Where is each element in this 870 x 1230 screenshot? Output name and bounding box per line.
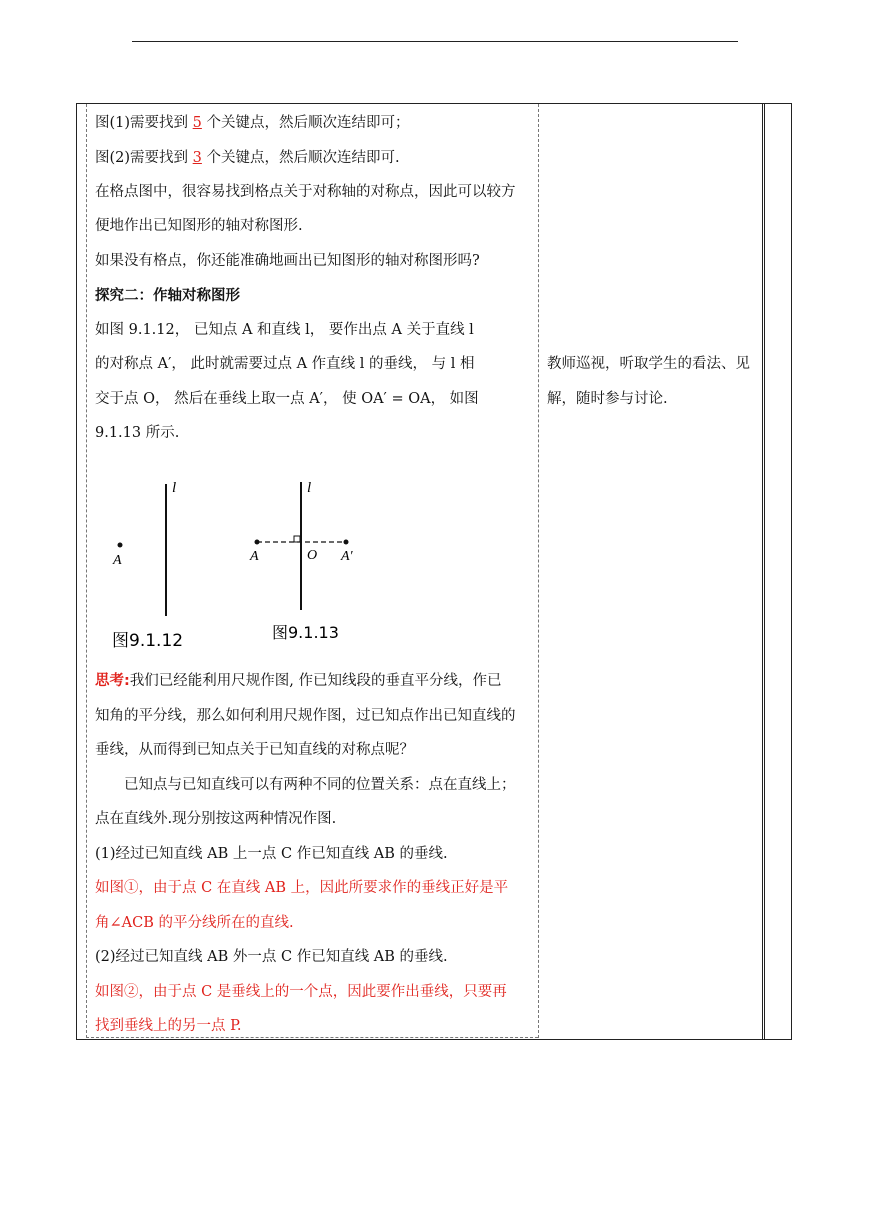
key-points-line-1: 图(1)需要找到 5 个关键点，然后顺次连结即可； xyxy=(95,115,410,131)
fig2-point-a xyxy=(255,540,260,545)
grid-paragraph-line-2: 便地作出已知图形的轴对称图形. xyxy=(95,218,303,234)
fig2-line-label: l xyxy=(307,480,312,496)
fig2-label-o: O xyxy=(307,548,318,563)
case-2-answer-line-2: 找到垂线上的另一点 P. xyxy=(95,1018,242,1034)
fig1-line-label: l xyxy=(172,480,177,496)
case-2-answer-line-1: 如图②，由于点 C 是垂线上的一个点，因此要作出垂线，只要再 xyxy=(95,984,507,1000)
column-divider xyxy=(538,104,539,1038)
column-divider-right xyxy=(762,104,763,1039)
relation-paragraph-line-2: 点在直线外.现分别按这两种情况作图. xyxy=(95,811,337,827)
construction-paragraph-line-1: 如图 9.1.12， 已知点 A 和直线 l， 要作出点 A 关于直线 l xyxy=(95,322,474,338)
construction-paragraph-line-2: 的对称点 A′， 此时就需要过点 A 作直线 l 的垂线， 与 l 相 xyxy=(95,356,475,372)
table-inner-bottom-dash xyxy=(86,1037,538,1038)
fig2-label-a: A xyxy=(250,549,259,564)
construction-paragraph-line-4: 9.1.13 所示. xyxy=(95,425,180,441)
case-1-answer-line-1: 如图①，由于点 C 在直线 AB 上，因此所要求作的垂线正好是平 xyxy=(95,880,509,896)
column-divider-right-2 xyxy=(764,104,765,1039)
question-paragraph: 如果没有格点，你还能准确地画出已知图形的轴对称图形吗? xyxy=(95,253,480,269)
fig2-right-angle-mark xyxy=(294,536,300,542)
case-1-answer-line-2: 角∠ACB 的平分线所在的直线. xyxy=(95,915,294,931)
think-line-1: 思考:我们已经能利用尺规作图, 作已知线段的垂直平分线，作已 xyxy=(95,673,502,689)
fig1-point-label: A xyxy=(113,553,122,568)
table-inner-left-dash xyxy=(86,104,87,1038)
construction-paragraph-line-3: 交于点 O， 然后在垂线上取一点 A′， 使 OA′ = OA， 如图 xyxy=(95,391,479,407)
teacher-note-line-1: 教师巡视，听取学生的看法、见 xyxy=(547,356,750,372)
case-1-heading: (1)经过已知直线 AB 上一点 C 作已知直线 AB 的垂线. xyxy=(95,846,448,862)
fig1-point-a xyxy=(118,543,123,548)
fig2-point-a-prime xyxy=(344,540,349,545)
grid-paragraph-line-1: 在格点图中，很容易找到格点关于对称轴的对称点，因此可以较方 xyxy=(95,184,516,200)
key-points-line-2: 图(2)需要找到 3 个关键点，然后顺次连结即可. xyxy=(95,150,400,166)
fig2-caption: 图9.1.13 xyxy=(272,623,339,642)
header-rule xyxy=(132,41,738,42)
case-2-heading: (2)经过已知直线 AB 外一点 C 作已知直线 AB 的垂线. xyxy=(95,949,448,965)
teacher-note-line-2: 解，随时参与讨论. xyxy=(547,391,668,407)
fig2-label-a-prime: A′ xyxy=(341,549,353,564)
figure-area xyxy=(100,470,400,660)
think-line-2: 知角的平分线，那么如何利用尺规作图，过已知点作出已知直线的 xyxy=(95,708,516,724)
fig1-caption: 图9.1.12 xyxy=(112,631,184,651)
section-title: 探究二：作轴对称图形 xyxy=(95,288,240,304)
relation-paragraph-line-1: 已知点与已知直线可以有两种不同的位置关系：点在直线上； xyxy=(124,777,516,793)
think-line-3: 垂线，从而得到已知点关于已知直线的对称点呢？ xyxy=(95,742,414,758)
